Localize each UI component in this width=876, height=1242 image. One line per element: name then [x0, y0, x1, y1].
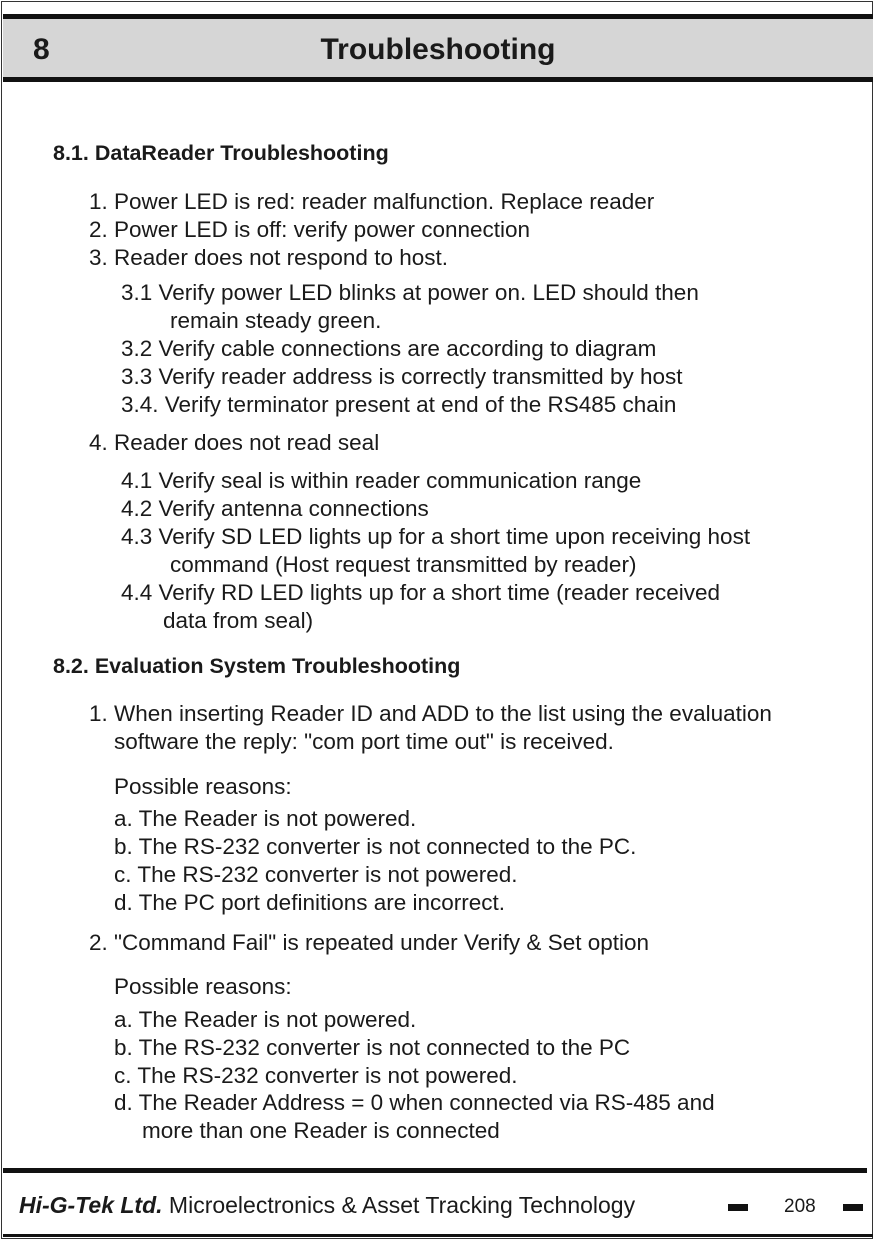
possible-reasons-label: Possible reasons: [114, 974, 292, 999]
list-item: c. The RS-232 converter is not powered. [114, 862, 518, 887]
list-item: 2. "Command Fail" is repeated under Verify & Set option [89, 930, 650, 955]
list-item: a. The Reader is not powered. [114, 806, 417, 831]
list-item: 4.4 Verify RD LED lights up for a short time (reader received [121, 580, 721, 605]
page-marker-right [843, 1204, 863, 1211]
list-item: remain steady green. [170, 308, 382, 333]
list-item: 4.3 Verify SD LED lights up for a short time upon receiving host [121, 524, 751, 549]
list-item: 2. Power LED is off: verify power connection [89, 217, 531, 242]
list-item: d. The PC port definitions are incorrect. [114, 890, 506, 915]
list-item: c. The RS-232 converter is not powered. [114, 1063, 518, 1088]
list-item: 3.3 Verify reader address is correctly transmitted by host [121, 364, 683, 389]
list-item: data from seal) [163, 608, 314, 633]
section-heading-8-1: 8.1. DataReader Troubleshooting [53, 141, 389, 165]
footer-divider [3, 1168, 867, 1173]
list-item: more than one Reader is connected [142, 1118, 500, 1143]
page-number: 208 [784, 1196, 816, 1217]
section-heading-8-2: 8.2. Evaluation System Troubleshooting [53, 654, 461, 678]
list-item: command (Host request transmitted by reader) [170, 552, 637, 577]
list-item: 1. Power LED is red: reader malfunction. Replace reader [89, 189, 655, 214]
list-item: 1. When inserting Reader ID and ADD to the list using the evaluation [89, 701, 772, 726]
list-item: b. The RS-232 converter is not connected to the PC [114, 1035, 631, 1060]
possible-reasons-label: Possible reasons: [114, 774, 292, 799]
list-item: 4.2 Verify antenna connections [121, 496, 429, 521]
chapter-number: 8 [33, 33, 50, 66]
chapter-header [3, 14, 873, 82]
list-item: 4.1 Verify seal is within reader communication range [121, 468, 642, 493]
list-item: b. The RS-232 converter is not connected to the PC. [114, 834, 637, 859]
chapter-title: Troubleshooting [320, 33, 556, 66]
list-item: software the reply: "com port time out" is received. [114, 729, 614, 754]
list-item: 3.4. Verify terminator present at end of the RS485 chain [121, 392, 677, 417]
list-item: 3.1 Verify power LED blinks at power on. LED should then [121, 280, 699, 305]
company-tagline: Microelectronics & Asset Tracking Technology [162, 1192, 636, 1218]
list-item: 3.2 Verify cable connections are according to diagram [121, 336, 657, 361]
page-marker-left [728, 1204, 748, 1211]
list-item: 4. Reader does not read seal [89, 430, 380, 455]
footer-text [19, 1192, 635, 1219]
list-item: d. The Reader Address = 0 when connected via RS-485 and [114, 1090, 715, 1115]
company-name: Hi-G-Tek Ltd. [19, 1192, 163, 1218]
list-item: 3. Reader does not respond to host. [89, 245, 448, 270]
list-item: a. The Reader is not powered. [114, 1007, 417, 1032]
footer-bottom-rule [3, 1234, 873, 1237]
